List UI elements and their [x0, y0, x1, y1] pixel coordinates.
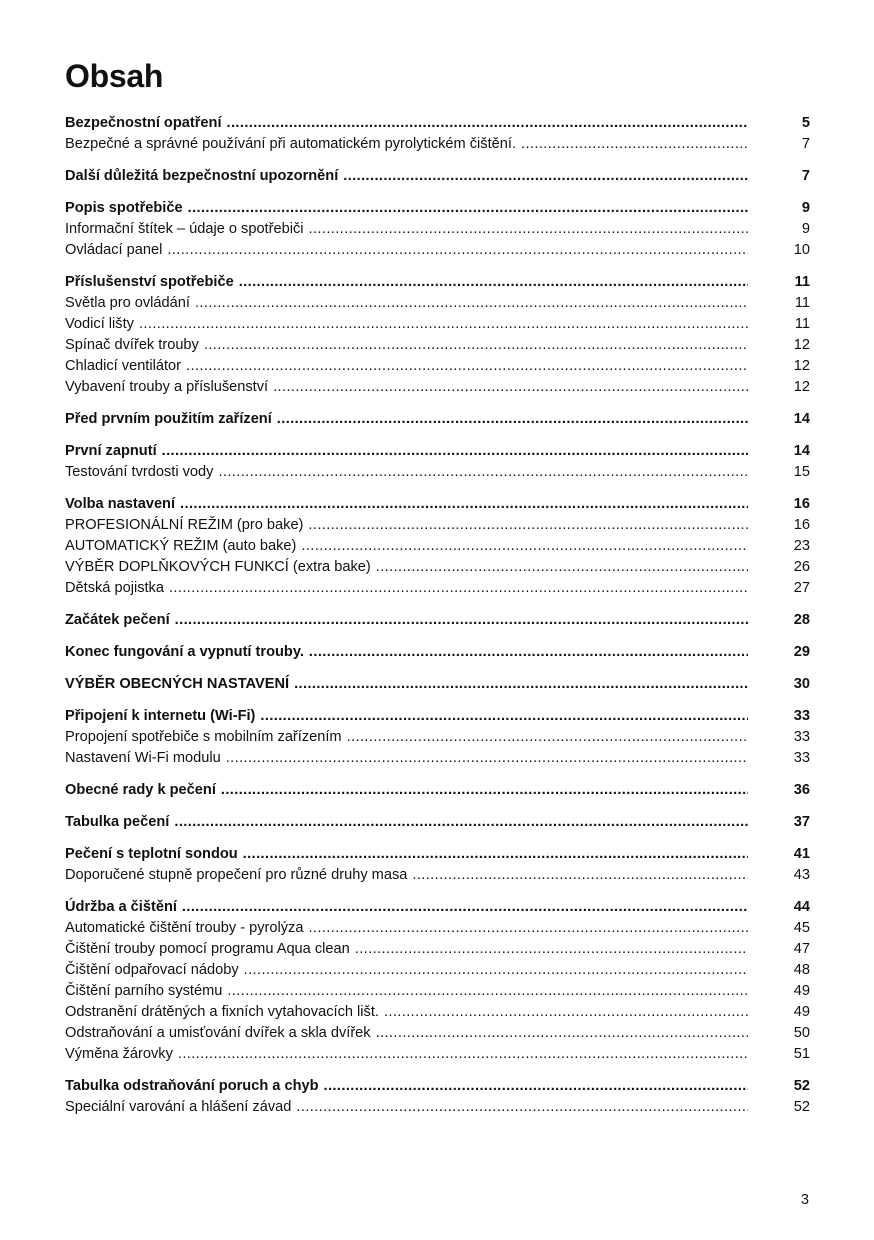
toc-entry-title: Údržba a čištění [65, 899, 177, 915]
toc-subentry[interactable] [65, 293, 810, 314]
toc-entry-title: Vodicí lišty [65, 316, 134, 332]
toc-entry-title: Odstraňování a umisťování dvířek a skla dvířek [65, 1025, 371, 1041]
toc-entry-page: 26 [793, 559, 810, 575]
toc-entry-title: VÝBĚR OBECNÝCH NASTAVENÍ [65, 676, 290, 692]
toc-entry-page: 36 [793, 782, 810, 798]
toc-entry-title: Testování tvrdosti vody [65, 464, 214, 480]
toc-entry-title: Propojení spotřebiče s mobilním zařízením [65, 729, 342, 745]
page-title: Obsah [65, 58, 164, 94]
toc-entry-title: Informační štítek – údaje o spotřebiči [65, 221, 304, 237]
toc-subentry[interactable] [65, 515, 810, 536]
toc-heading[interactable] [65, 166, 810, 187]
toc-heading[interactable] [65, 610, 810, 631]
toc-entry-title: Spínač dvířek trouby [65, 337, 199, 353]
toc-subentry[interactable] [65, 219, 810, 240]
dot-leader [195, 293, 748, 314]
toc-entry-page: 51 [793, 1046, 810, 1062]
toc-subentry[interactable] [65, 314, 810, 335]
toc-heading[interactable] [65, 812, 810, 833]
toc-entry-title: Světla pro ovládání [65, 295, 190, 311]
toc-subentry[interactable] [65, 960, 810, 981]
toc-entry-page: 47 [793, 941, 810, 957]
toc-subentry[interactable] [65, 462, 810, 483]
toc-subentry[interactable] [65, 557, 810, 578]
toc-subentry[interactable] [65, 240, 810, 261]
toc-subentry[interactable] [65, 335, 810, 356]
dot-leader [376, 557, 748, 578]
toc-entry-title: Další důležitá bezpečnostní upozornění [65, 168, 339, 184]
toc-heading[interactable] [65, 113, 810, 134]
toc-section [65, 166, 810, 187]
toc-entry-title: VÝBĚR DOPLŇKOVÝCH FUNKCÍ (extra bake) [65, 559, 371, 575]
toc-entry-page: 29 [793, 644, 810, 660]
dot-leader [308, 918, 748, 939]
toc-section [65, 272, 810, 398]
toc-heading[interactable] [65, 674, 810, 695]
toc-entry-title: Ovládací panel [65, 242, 163, 258]
toc-section [65, 780, 810, 801]
toc-entry-title: Volba nastavení [65, 496, 176, 512]
toc-entry-title: Automatické čištění trouby - pyrolýza [65, 920, 304, 936]
toc-entry-title: Konec fungování a vypnutí trouby. [65, 644, 304, 660]
toc-entry-title: Připojení k internetu (Wi-Fi) [65, 708, 256, 724]
toc-entry-title: Čištění parního systému [65, 983, 223, 999]
toc-section [65, 642, 810, 663]
toc-section [65, 1076, 810, 1118]
toc-entry-title: Čištění odpařovací nádoby [65, 962, 239, 978]
dot-leader [324, 1076, 748, 1097]
dot-leader [204, 335, 748, 356]
toc-entry-title: Pečení s teplotní sondou [65, 846, 238, 862]
dot-leader [309, 219, 749, 240]
dot-leader [218, 462, 748, 483]
toc-subentry[interactable] [65, 578, 810, 599]
dot-leader [227, 113, 749, 134]
dot-leader [162, 441, 748, 462]
toc-heading[interactable] [65, 409, 810, 430]
dot-leader [226, 748, 748, 769]
toc-entry-page: 16 [793, 517, 810, 533]
toc-entry-page: 11 [794, 316, 810, 332]
toc-entry-page: 5 [801, 115, 810, 131]
toc-entry-title: Nastavení Wi-Fi modulu [65, 750, 221, 766]
toc-section [65, 897, 810, 1065]
toc-entry-page: 11 [794, 295, 810, 311]
dot-leader [182, 897, 748, 918]
toc-entry-page: 12 [793, 379, 810, 395]
toc-entry-title: Vybavení trouby a příslušenství [65, 379, 269, 395]
toc-subentry[interactable] [65, 1023, 810, 1044]
dot-leader [308, 515, 748, 536]
toc-entry-title: Chladicí ventilátor [65, 358, 181, 374]
toc-subentry[interactable] [65, 918, 810, 939]
toc-entry-page: 9 [801, 221, 810, 237]
toc-subentry[interactable] [65, 1002, 810, 1023]
dot-leader [301, 536, 748, 557]
toc-entry-page: 33 [793, 750, 810, 766]
toc-section [65, 441, 810, 483]
toc-entry-title: Odstranění drátěných a fixních vytahovacích lišt. [65, 1004, 379, 1020]
dot-leader [412, 865, 748, 886]
toc-heading[interactable] [65, 780, 810, 801]
toc-subentry[interactable] [65, 727, 810, 748]
toc-heading[interactable] [65, 642, 810, 663]
toc-entry-page: 7 [801, 136, 810, 152]
toc-section [65, 674, 810, 695]
table-of-contents [65, 113, 810, 1129]
dot-leader [296, 1097, 748, 1118]
toc-entry-title: Začátek pečení [65, 612, 170, 628]
toc-entry-page: 33 [793, 708, 810, 724]
toc-section [65, 610, 810, 631]
toc-entry-page: 50 [793, 1025, 810, 1041]
toc-entry-title: Obecné rady k pečení [65, 782, 216, 798]
dot-leader [221, 780, 748, 801]
dot-leader [180, 494, 748, 515]
dot-leader [243, 844, 748, 865]
toc-subentry[interactable] [65, 356, 810, 377]
toc-entry-title: Tabulka odstraňování poruch a chyb [65, 1078, 319, 1094]
toc-subentry[interactable] [65, 536, 810, 557]
toc-entry-page: 23 [793, 538, 810, 554]
dot-leader [186, 356, 748, 377]
toc-entry-title: Čištění trouby pomocí programu Aqua clean [65, 941, 350, 957]
dot-leader [376, 1023, 748, 1044]
toc-heading[interactable] [65, 706, 810, 727]
toc-entry-title: Doporučené stupně propečení pro různé druhy masa [65, 867, 408, 883]
toc-section [65, 844, 810, 886]
toc-entry-title: Výměna žárovky [65, 1046, 173, 1062]
toc-entry-title: První zapnutí [65, 443, 157, 459]
toc-entry-page: 10 [793, 242, 810, 258]
toc-subentry[interactable] [65, 748, 810, 769]
toc-entry-page: 7 [801, 168, 810, 184]
dot-leader [239, 272, 748, 293]
toc-entry-page: 12 [793, 337, 810, 353]
toc-subentry[interactable] [65, 865, 810, 886]
toc-heading[interactable] [65, 897, 810, 918]
toc-subentry[interactable] [65, 939, 810, 960]
toc-entry-page: 52 [793, 1099, 810, 1115]
dot-leader [188, 198, 748, 219]
toc-entry-page: 30 [793, 676, 810, 692]
toc-entry-page: 37 [793, 814, 810, 830]
toc-entry-page: 41 [793, 846, 810, 862]
toc-subentry[interactable] [65, 1044, 810, 1065]
toc-section [65, 198, 810, 261]
toc-section [65, 812, 810, 833]
toc-entry-title: Dětská pojistka [65, 580, 164, 596]
toc-entry-title: Příslušenství spotřebiče [65, 274, 234, 290]
toc-section [65, 113, 810, 155]
dot-leader [139, 314, 748, 335]
toc-entry-page: 52 [793, 1078, 810, 1094]
dot-leader [309, 642, 748, 663]
toc-entry-title: Speciální varování a hlášení závad [65, 1099, 292, 1115]
toc-entry-page: 49 [793, 1004, 810, 1020]
toc-entry-page: 14 [793, 411, 810, 427]
toc-subentry[interactable] [65, 377, 810, 398]
toc-heading[interactable] [65, 1076, 810, 1097]
toc-entry-title: Před prvním použitím zařízení [65, 411, 272, 427]
toc-heading[interactable] [65, 494, 810, 515]
dot-leader [294, 674, 748, 695]
dot-leader [178, 1044, 748, 1065]
toc-entry-page: 11 [794, 274, 810, 290]
toc-entry-page: 14 [793, 443, 810, 459]
toc-subentry[interactable] [65, 134, 810, 155]
toc-entry-title: PROFESIONÁLNÍ REŽIM (pro bake) [65, 517, 304, 533]
dot-leader [347, 727, 748, 748]
toc-subentry[interactable] [65, 981, 810, 1002]
toc-entry-page: 15 [793, 464, 810, 480]
dot-leader [260, 706, 748, 727]
toc-entry-page: 44 [793, 899, 810, 915]
toc-entry-page: 9 [801, 200, 810, 216]
dot-leader [167, 240, 748, 261]
toc-section [65, 706, 810, 769]
toc-heading[interactable] [65, 198, 810, 219]
toc-entry-page: 43 [793, 867, 810, 883]
toc-heading[interactable] [65, 272, 810, 293]
toc-entry-page: 28 [793, 612, 810, 628]
dot-leader [384, 1002, 748, 1023]
toc-section [65, 409, 810, 430]
toc-entry-title: Bezpečné a správné používání při automatickém pyrolytickém čištění. [65, 136, 516, 152]
toc-entry-page: 48 [793, 962, 810, 978]
page-number: 3 [800, 1192, 809, 1208]
toc-subentry[interactable] [65, 1097, 810, 1118]
toc-entry-title: AUTOMATICKÝ REŽIM (auto bake) [65, 538, 297, 554]
toc-entry-page: 45 [793, 920, 810, 936]
toc-entry-title: Bezpečnostní opatření [65, 115, 222, 131]
toc-heading[interactable] [65, 844, 810, 865]
dot-leader [521, 134, 748, 155]
dot-leader [227, 981, 748, 1002]
toc-entry-page: 12 [793, 358, 810, 374]
toc-heading[interactable] [65, 441, 810, 462]
toc-entry-page: 16 [793, 496, 810, 512]
toc-entry-page: 33 [793, 729, 810, 745]
dot-leader [277, 409, 748, 430]
toc-entry-page: 49 [793, 983, 810, 999]
toc-section [65, 494, 810, 599]
toc-entry-title: Popis spotřebiče [65, 200, 183, 216]
dot-leader [169, 578, 748, 599]
dot-leader [244, 960, 748, 981]
dot-leader [174, 812, 748, 833]
toc-entry-page: 27 [793, 580, 810, 596]
toc-entry-title: Tabulka pečení [65, 814, 170, 830]
dot-leader [175, 610, 748, 631]
dot-leader [273, 377, 748, 398]
dot-leader [355, 939, 748, 960]
dot-leader [343, 166, 748, 187]
